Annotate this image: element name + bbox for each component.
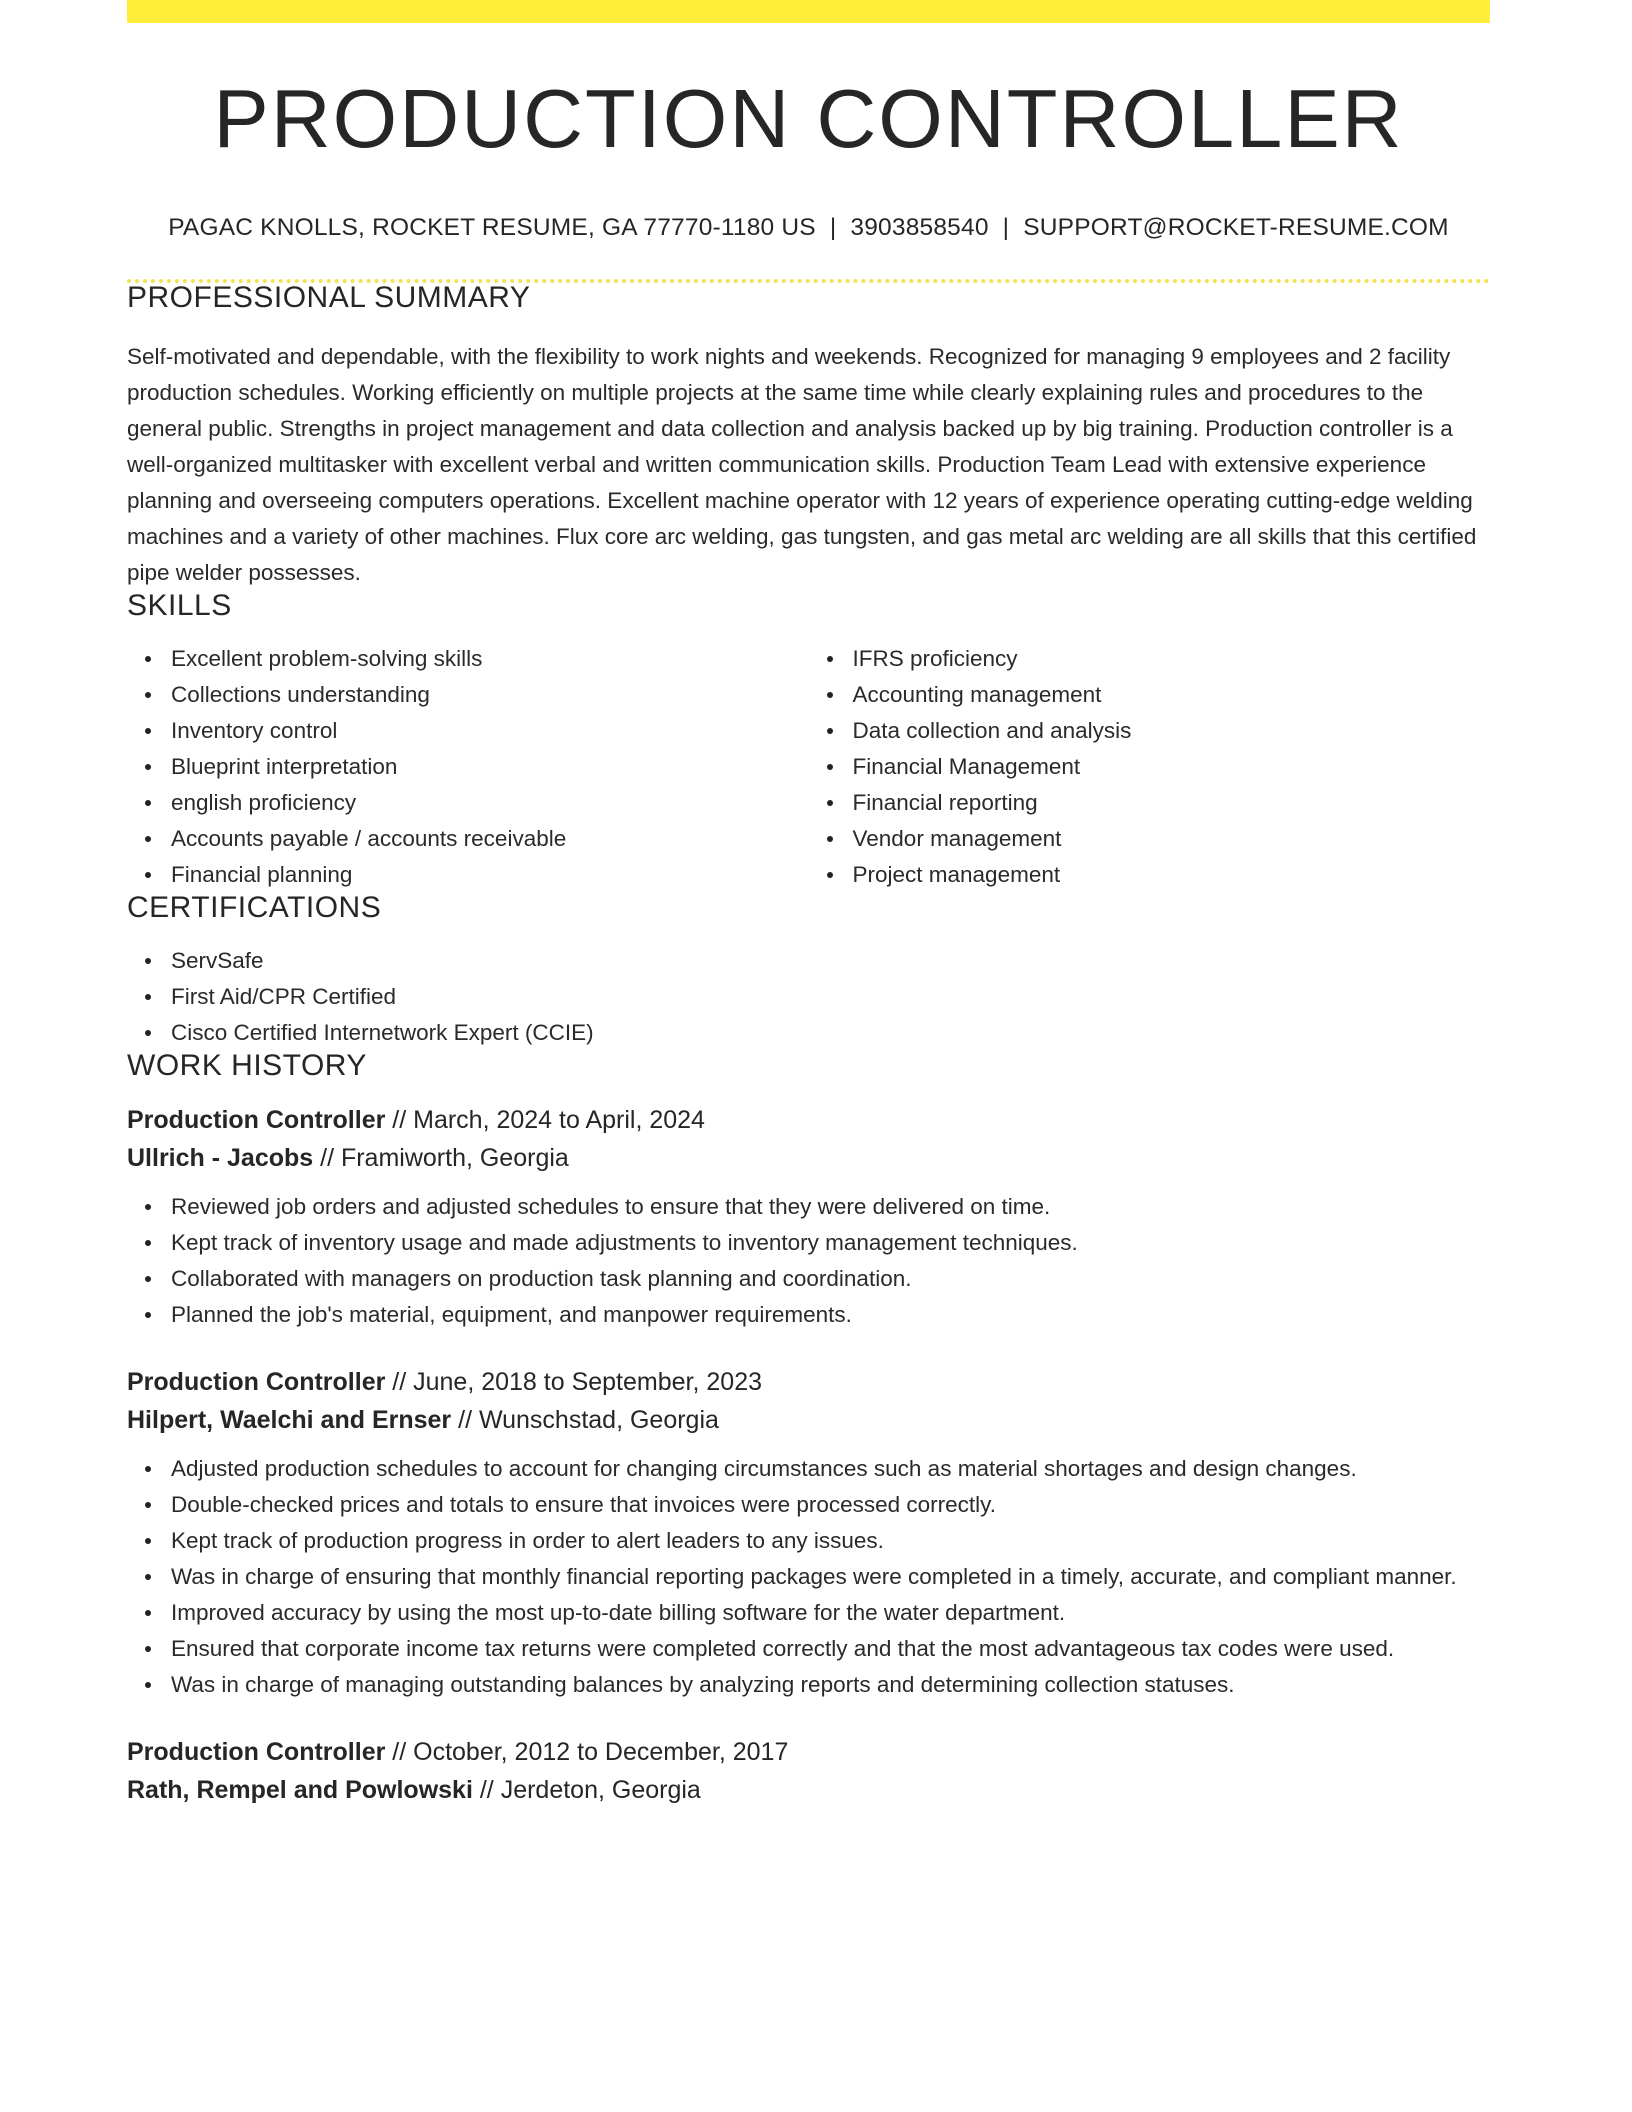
job-company: Rath, Rempel and Powlowski [127, 1775, 473, 1804]
job-company-line [127, 1401, 1490, 1439]
skills-heading: SKILLS [127, 588, 232, 622]
job-duty: Adjusted production schedules to account for changing circumstances such as material shortages and design changes. [171, 1451, 1490, 1487]
job-location: // Framiworth, Georgia [320, 1143, 569, 1172]
job-title: Production Controller [127, 1737, 386, 1766]
job-title-line [127, 1363, 1490, 1401]
skill-item: Collections understanding [171, 677, 809, 713]
contact-address: PAGAC KNOLLS, ROCKET RESUME, GA 77770-1180 US [168, 214, 816, 241]
job-company: Ullrich - Jacobs [127, 1143, 314, 1172]
work-history-heading: WORK HISTORY [127, 1048, 367, 1082]
job-duty: Was in charge of managing outstanding balances by analyzing reports and determining collection statuses. [171, 1667, 1490, 1703]
certifications-list [127, 943, 1490, 1051]
job-duties-list [127, 1451, 1490, 1703]
contact-separator: | [829, 214, 837, 241]
job-entry [127, 1733, 1490, 1809]
job-duty: Was in charge of ensuring that monthly financial reporting packages were completed in a timely, accurate, and compliant manner. [171, 1559, 1490, 1595]
job-location: // Jerdeton, Georgia [479, 1775, 701, 1804]
skill-item: Financial reporting [853, 785, 1491, 821]
skills-list-left [127, 641, 809, 893]
certifications-heading: CERTIFICATIONS [127, 890, 382, 924]
skill-item: IFRS proficiency [853, 641, 1491, 677]
job-duty: Collaborated with managers on production task planning and coordination. [171, 1261, 1490, 1297]
job-duty: Improved accuracy by using the most up-to-date billing software for the water department. [171, 1595, 1490, 1631]
skill-item: Vendor management [853, 821, 1491, 857]
job-title-line [127, 1733, 1490, 1771]
contact-phone: 3903858540 [850, 214, 989, 241]
job-title-line [127, 1101, 1490, 1139]
certification-item: ServSafe [171, 943, 1490, 979]
skill-item: Financial planning [171, 857, 809, 893]
job-dates: // March, 2024 to April, 2024 [392, 1105, 705, 1134]
job-dates: // October, 2012 to December, 2017 [392, 1737, 789, 1766]
skills-list-right [809, 641, 1491, 893]
skills-columns [127, 641, 1490, 893]
job-duty: Kept track of production progress in order to alert leaders to any issues. [171, 1523, 1490, 1559]
summary-text: Self-motivated and dependable, with the flexibility to work nights and weekends. Recognized for managing 9 employees and 2 facility production schedules. Working efficiently on multiple projects at the same time while clearly explaining rules and procedures to the general public. Strengths in project management and data collection and analysis backed up by big training. Production controller is a well-organized multitasker with excellent verbal and written communication skills. Production Team Lead with extensive experience planning and overseeing computers operations. Excellent machine operator with 12 years of experience operating cutting-edge welding machines and a variety of other machines. Flux core arc welding, gas tungsten, and gas metal arc welding are all skills that this certified pipe welder possesses. [127, 343, 1477, 585]
skill-item: Excellent problem-solving skills [171, 641, 809, 677]
skill-item: Blueprint interpretation [171, 749, 809, 785]
job-duty: Double-checked prices and totals to ensure that invoices were processed correctly. [171, 1487, 1490, 1523]
job-duty: Kept track of inventory usage and made adjustments to inventory management techniques. [171, 1225, 1490, 1261]
job-entry [127, 1363, 1490, 1703]
job-dates: // June, 2018 to September, 2023 [392, 1367, 762, 1396]
resume-page [127, 0, 1490, 1809]
top-accent-bar [127, 0, 1490, 23]
job-title: Production Controller [127, 1105, 386, 1134]
job-location: // Wunschstad, Georgia [458, 1405, 719, 1434]
contact-separator: | [1002, 214, 1010, 241]
job-duties-list [127, 1189, 1490, 1333]
job-company: Hilpert, Waelchi and Ernser [127, 1405, 452, 1434]
job-entry [127, 1101, 1490, 1333]
certification-item: First Aid/CPR Certified [171, 979, 1490, 1015]
skill-item: Project management [853, 857, 1491, 893]
summary-heading: PROFESSIONAL SUMMARY [127, 280, 531, 314]
job-duty: Planned the job's material, equipment, and manpower requirements. [171, 1297, 1490, 1333]
skill-item: Data collection and analysis [853, 713, 1491, 749]
contact-email: SUPPORT@ROCKET-RESUME.COM [1023, 214, 1449, 241]
certification-item: Cisco Certified Internetwork Expert (CCIE) [171, 1015, 1490, 1051]
skill-item: Inventory control [171, 713, 809, 749]
skill-item: Accounting management [853, 677, 1491, 713]
job-company-line [127, 1771, 1490, 1809]
skill-item: english proficiency [171, 785, 809, 821]
job-company-line [127, 1139, 1490, 1177]
job-title: Production Controller [127, 1367, 386, 1396]
candidate-title: PRODUCTION CONTROLLER [213, 72, 1404, 165]
skill-item: Accounts payable / accounts receivable [171, 821, 809, 857]
skill-item: Financial Management [853, 749, 1491, 785]
contact-line [127, 216, 1490, 241]
job-duty: Ensured that corporate income tax returns were completed correctly and that the most advantageous tax codes were used. [171, 1631, 1490, 1667]
job-duty: Reviewed job orders and adjusted schedules to ensure that they were delivered on time. [171, 1189, 1490, 1225]
